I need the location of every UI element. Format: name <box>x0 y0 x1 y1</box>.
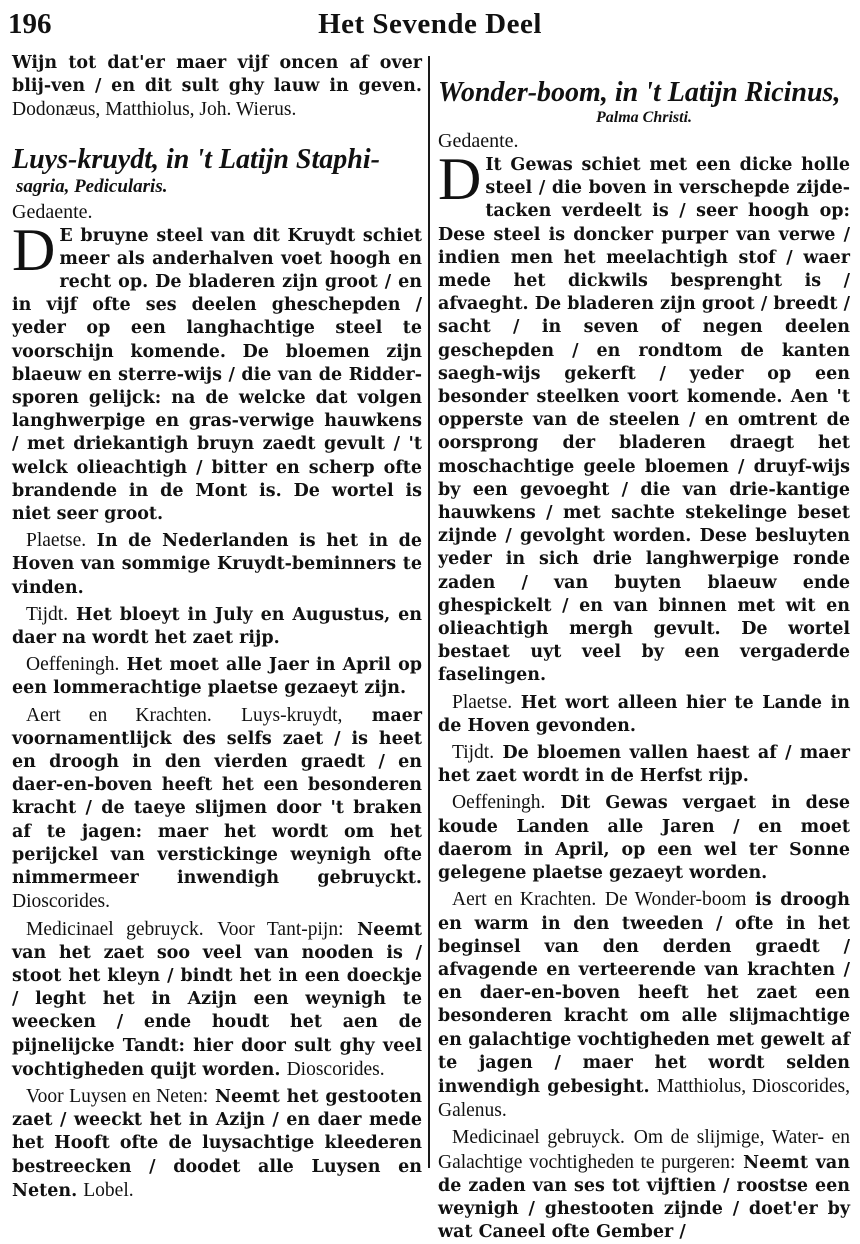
gedaente-text: E bruyne steel van dit Kruydt schiet meer als anderhalven voet hoogh en recht op. De bladeren zijn groot / en in vijf ofte ses deelen gheschepden / yeder op een langhachtige steel te voorschijn komende. De bloemen zijn blaeuw en sterre-wijs / die van de Ridder-sporen gelijck: na de welcke dat volgen langhwerpige en gras-verwige hauwkens / met driekantigh bruyn zaedt gevult / 't welck olieachtigh / bitter en scherp ofte brandende in de Mont is. De wortel is niet seer groot. <box>12 225 422 525</box>
continuation-text: Wijn tot dat'er maer vijf oncen af over blij-ven / en dit sult ghy lauw in geven. <box>12 53 422 97</box>
aert-subject: De Wonder-boom <box>604 889 747 911</box>
drop-capital: D <box>438 146 482 212</box>
entry-heading-luys-kruydt: Luys-kruydt, in 't Latijn Staphi- <box>12 143 380 175</box>
medicinael-subject: Voor Tant-pijn: <box>217 918 344 940</box>
continuation-sources: Dodonæus, Matthiolus, Joh. Wierus. <box>12 99 297 121</box>
medicinael-label: Medicinael gebruyck. <box>26 918 204 940</box>
column-divider <box>428 56 430 1168</box>
medicinael-text: Neemt van de zaden van ses tot vijftien / roostse een weynigh / ghestooten zijnde / doet'er by wat Caneel ofte Gember / <box>438 1152 850 1243</box>
luysen-paragraph <box>12 1085 422 1203</box>
entry-subheading-latin: sagria, Pedicularis. <box>16 175 168 197</box>
plaetse-paragraph <box>438 691 850 738</box>
page-number: 196 <box>8 8 52 40</box>
aert-paragraph <box>438 888 850 1123</box>
medicinael-paragraph <box>438 1126 850 1244</box>
right-column <box>438 52 850 1244</box>
oeffeningh-text: Het moet alle Jaer in April op een lommerachtige plaetse gezaeyt zijn. <box>12 655 422 699</box>
oeffeningh-label: Oeffeningh. <box>452 792 546 814</box>
medicinael-label: Medicinael gebruyck. <box>452 1127 625 1149</box>
running-title: Het Sevende Deel <box>318 8 542 40</box>
aert-source: Dioscorides. <box>12 891 111 913</box>
aert-text: maer voornamentlijck des selfs zaet / is heet en droogh in den vierden graedt / en daer-en-boven heeft het een besonderen kracht / de taeye slijmen door 't braken af te jagen: maer het wordt om het perijckel van verstickinge weynigh ofte nimmermeer inwendigh gebruyckt. <box>12 705 423 889</box>
entry-subheading-latin: Palma Christi. <box>595 109 693 126</box>
oeffeningh-paragraph <box>438 791 850 885</box>
tijdt-label: Tijdt. <box>452 742 495 764</box>
aert-source: Matthiolus, Dioscorides, Galenus. <box>438 1075 851 1122</box>
plaetse-text: Het wort alleen hier te Lande in de Hoven gevonden. <box>438 692 851 736</box>
entry-heading-wonder-boom: Wonder-boom, in 't Latijn Ricinus, <box>438 77 841 108</box>
tijdt-text: Het bloeyt in July en Augustus, en daer na wordt het zaet rijp. <box>12 604 422 649</box>
left-column <box>12 52 422 1203</box>
tijdt-label: Tijdt. <box>26 603 69 625</box>
continuation-paragraph <box>12 52 422 123</box>
oeffeningh-text: Dit Gewas vergaet in dese koude Landen alle Jaren / en moet daerom in April, op een wel ter Sonne gelegene plaetse gezaeyt worden. <box>438 793 850 884</box>
medicinael-source: Dioscorides. <box>286 1058 385 1080</box>
plaetse-label: Plaetse. <box>452 691 513 713</box>
medicinael-text: Neemt van het zaet soo veel van nooden is / stoot het kleyn / bindt het in een doeckje / leght het in Azijn een weynigh te weecken / ende houdt het aen de pijnelijcke Tandt: hier door sult ghy veel vochtigheden quijt worden. <box>12 919 423 1080</box>
section-gedaente: Gedaente. <box>438 130 519 152</box>
oeffeningh-paragraph <box>12 653 422 700</box>
plaetse-label: Plaetse. <box>26 530 87 552</box>
plaetse-paragraph <box>12 529 422 600</box>
luysen-text: Neemt het gestooten zaet / weeckt het in Azijn / en daer mede het Hooft ofte de luysachtige kleederen bestreecken / doodet alle Luysen en Neten. <box>12 1086 422 1201</box>
luysen-source: Lobel. <box>83 1179 134 1201</box>
tijdt-paragraph <box>12 603 422 650</box>
aert-text: is droogh en warm in den tweeden / ofte in het beginsel van den derden graedt / afvagende en verteerende van krachten / en daer-en-boven heeft het zaet een besonderen kracht om alle slijmachtige en galachtige vochtigheden met gewelt af te jagen / maer het wordt selden inwendigh gebesight. <box>438 890 850 1097</box>
medicinael-paragraph <box>12 918 422 1082</box>
tijdt-text: De bloemen vallen haest af / maer het zaet wordt in de Herfst rijp. <box>438 743 850 787</box>
section-gedaente: Gedaente. <box>12 200 93 223</box>
aert-label: Aert en Krachten. <box>26 704 212 726</box>
medicinael-subject: Om de slijmige, Water- en Galachtige vochtigheden te purgeren: <box>438 1127 851 1173</box>
tijdt-paragraph <box>438 741 850 788</box>
aert-paragraph <box>12 704 422 915</box>
aert-label: Aert en Krachten. <box>452 889 597 911</box>
drop-capital: D <box>12 216 56 283</box>
gedaente-paragraph <box>12 216 422 527</box>
oeffeningh-label: Oeffeningh. <box>26 654 120 676</box>
gedaente-paragraph <box>438 146 850 688</box>
luysen-label: Voor Luysen en Neten: <box>26 1085 209 1107</box>
gedaente-text: It Gewas schiet met een dicke holle steel / die boven in verschepde zijde-tacken verdeelt is / seer hoogh op: Dese steel is doncker purper van verwe / indien men het meelachtigh stof / waer mede het dickwils besprenght is / afvaeght. De bladeren zijn groot / breedt / sacht / in seven of negen deelen geschepden / en rondtom de kanten saegh-wijs gekerft / yeder op een besonder steelken voort komende. Aen 't opperste van de steelen / en omtrent de oorsprong der bladeren draegt het moschachtige geele bloemen / druyf-wijs by een gevoeght / die van drie-kantige hauwkens / met sachte stekelinge beset zijnde / gevolght worden. Dese besluyten yeder in sich drie langhwerpige ronde zaden / van buyten blaeuw ende ghespickelt / en van binnen met wit en olieachtigh mergh gevult. De wortel bestaet uyt veel by een vergaderde faselingen. <box>438 155 850 686</box>
aert-subject: Luys-kruydt, <box>241 704 343 726</box>
plaetse-text: In de Nederlanden is het in de Hoven van sommige Kruydt-beminners te vinden. <box>12 531 423 598</box>
